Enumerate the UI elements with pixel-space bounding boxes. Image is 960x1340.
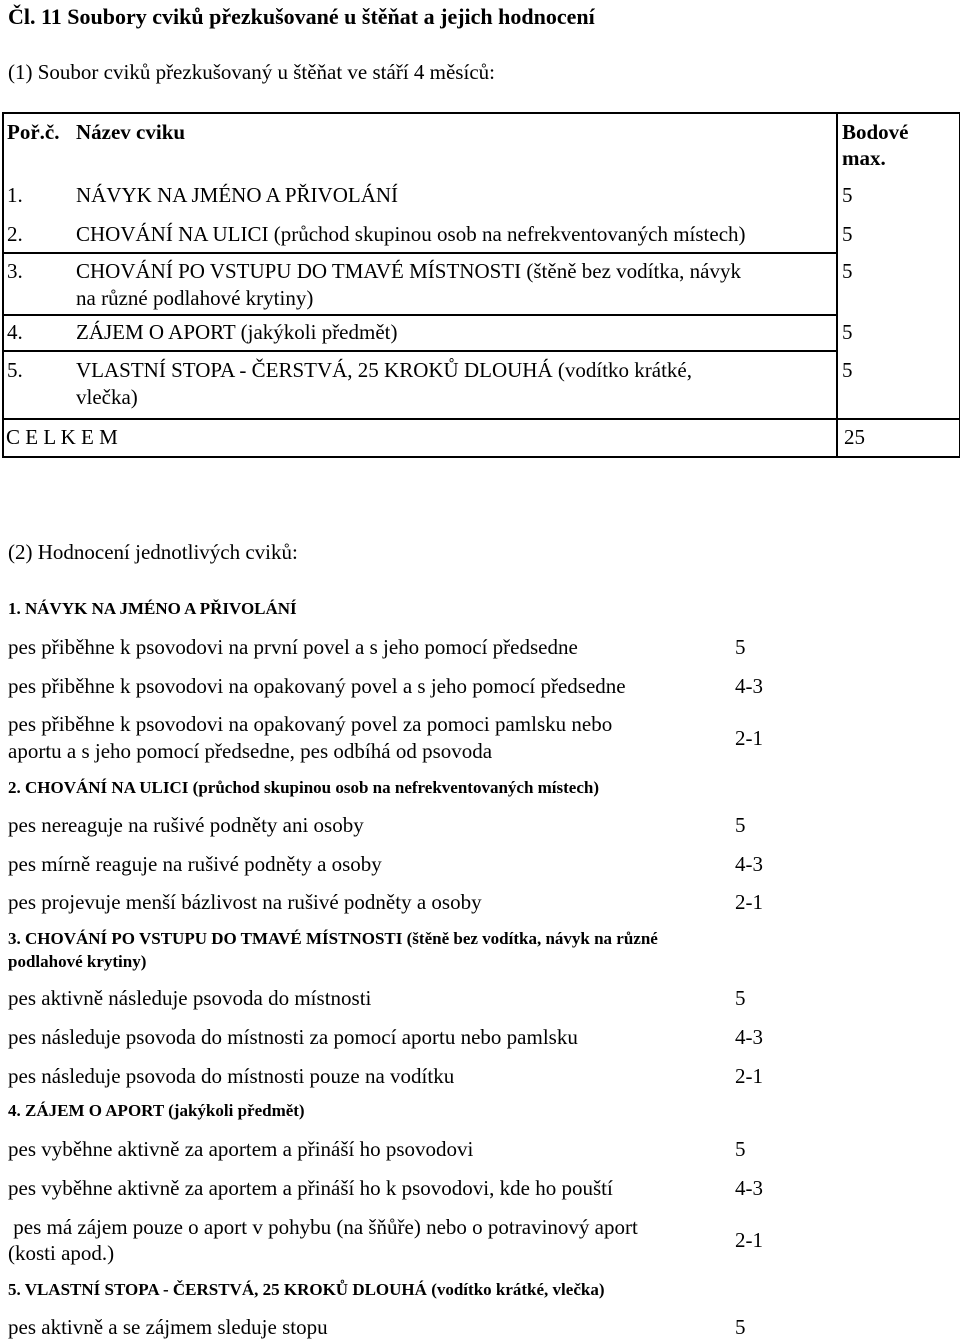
section-4-criterion-3-points: 2-1 bbox=[735, 1228, 763, 1252]
section-2-criterion-2-points: 4-3 bbox=[735, 852, 763, 876]
section-1-title: 1. NÁVYK NA JMÉNO A PŘIVOLÁNÍ bbox=[8, 599, 297, 618]
section-1-criterion-3-cont: aportu a s jeho pomocí předsedne, pes odbíhá od psovoda bbox=[8, 739, 493, 763]
table-column-divider bbox=[836, 112, 838, 456]
row-5-name-cont: vlečka) bbox=[76, 385, 138, 409]
section-1-criterion-3: pes přiběhne k psovodovi na opakovaný povel za pomoci pamlsku nebo bbox=[8, 712, 613, 736]
header-name: Název cviku bbox=[76, 120, 186, 144]
row-1-points: 5 bbox=[842, 183, 853, 207]
row-1-number: 1. bbox=[7, 183, 23, 207]
section-3-criterion-1-points: 5 bbox=[735, 986, 746, 1010]
section-3-criterion-2-points: 4-3 bbox=[735, 1025, 763, 1049]
section-4-title: 4. ZÁJEM O APORT (jakýkoli předmět) bbox=[8, 1101, 305, 1120]
section-5-title: 5. VLASTNÍ STOPA - ČERSTVÁ, 25 KROKŮ DLOUHÁ (vodítko krátké, vlečka) bbox=[8, 1280, 605, 1299]
section-5-criterion-1-points: 5 bbox=[735, 1315, 746, 1339]
header-points-line1: Bodové bbox=[842, 120, 909, 144]
section-4-criterion-1: pes vyběhne aktivně za aportem a přináší ho psovodovi bbox=[8, 1137, 474, 1161]
row-4-name: ZÁJEM O APORT (jakýkoli předmět) bbox=[76, 320, 398, 344]
row-2-name: CHOVÁNÍ NA ULICI (průchod skupinou osob na nefrekventovaných místech) bbox=[76, 222, 746, 246]
row-4-top-divider bbox=[2, 314, 838, 316]
section-4-criterion-3: pes má zájem pouze o aport v pohybu (na šňůře) nebo o potravinový aport bbox=[8, 1215, 638, 1239]
section-4-criterion-3-cont: (kosti apod.) bbox=[8, 1241, 115, 1265]
row-1-name: NÁVYK NA JMÉNO A PŘIVOLÁNÍ bbox=[76, 183, 399, 207]
section-2-criterion-2: pes mírně reaguje na rušivé podněty a osoby bbox=[8, 852, 382, 876]
section-4-criterion-2: pes vyběhne aktivně za aportem a přináší ho k psovodovi, kde ho pouští bbox=[8, 1176, 613, 1200]
page-title: Čl. 11 Soubory cviků přezkušované u štěňat a jejich hodnocení bbox=[8, 4, 595, 29]
row-3-name-cont: na různé podlahové krytiny) bbox=[76, 286, 314, 310]
section-3-criterion-2: pes následuje psovoda do místnosti za pomocí aportu nebo pamlsku bbox=[8, 1025, 578, 1049]
row-3-top-divider bbox=[2, 252, 838, 254]
section-1-criterion-3-points: 2-1 bbox=[735, 726, 763, 750]
total-label: C E L K E M bbox=[6, 425, 118, 449]
row-5-name: VLASTNÍ STOPA - ČERSTVÁ, 25 KROKŮ DLOUHÁ (vodítko krátké, bbox=[76, 358, 693, 382]
section-2-title: 2. CHOVÁNÍ NA ULICI (průchod skupinou osob na nefrekventovaných místech) bbox=[8, 778, 600, 797]
section-4-criterion-1-points: 5 bbox=[735, 1137, 746, 1161]
total-points: 25 bbox=[844, 425, 865, 449]
section-3-criterion-1: pes aktivně následuje psovoda do místnosti bbox=[8, 986, 372, 1010]
section-3-criterion-3: pes následuje psovoda do místnosti pouze na vodítku bbox=[8, 1064, 455, 1088]
section-3-criterion-3-points: 2-1 bbox=[735, 1064, 763, 1088]
section-2-criterion-1: pes nereaguje na rušivé podněty ani osoby bbox=[8, 813, 364, 837]
section-2-criterion-3-points: 2-1 bbox=[735, 890, 763, 914]
row-2-points: 5 bbox=[842, 222, 853, 246]
subsection-title-1: (1) Soubor cviků přezkušovaný u štěňat ve stáří 4 měsíců: bbox=[8, 60, 495, 84]
row-4-points: 5 bbox=[842, 320, 853, 344]
row-5-points: 5 bbox=[842, 358, 853, 382]
table-border bbox=[2, 112, 960, 458]
header-points-line2: max. bbox=[842, 146, 886, 170]
section-1-criterion-1-points: 5 bbox=[735, 635, 746, 659]
header-number: Poř.č. bbox=[7, 120, 60, 144]
row-4-number: 4. bbox=[7, 320, 23, 344]
section-1-criterion-1: pes přiběhne k psovodovi na první povel a s jeho pomocí předsedne bbox=[8, 635, 578, 659]
table-total-divider bbox=[2, 418, 959, 420]
section-2-criterion-3: pes projevuje menší bázlivost na rušivé podněty a osoby bbox=[8, 890, 482, 914]
section-3-title: 3. CHOVÁNÍ PO VSTUPU DO TMAVÉ MÍSTNOSTI (štěně bez vodítka, návyk na různé bbox=[8, 929, 658, 948]
row-3-number: 3. bbox=[7, 259, 23, 283]
section-1-criterion-2-points: 4-3 bbox=[735, 674, 763, 698]
section-4-criterion-2-points: 4-3 bbox=[735, 1176, 763, 1200]
section-5-criterion-1: pes aktivně a se zájmem sleduje stopu bbox=[8, 1315, 328, 1339]
exercise-table bbox=[2, 112, 959, 456]
row-5-top-divider bbox=[2, 350, 838, 352]
row-2-number: 2. bbox=[7, 222, 23, 246]
section-2-criterion-1-points: 5 bbox=[735, 813, 746, 837]
subsection-title-2: (2) Hodnocení jednotlivých cviků: bbox=[8, 540, 298, 564]
row-5-number: 5. bbox=[7, 358, 23, 382]
section-3-title-cont: podlahové krytiny) bbox=[8, 952, 147, 971]
section-1-criterion-2: pes přiběhne k psovodovi na opakovaný povel a s jeho pomocí předsedne bbox=[8, 674, 626, 698]
row-3-name: CHOVÁNÍ PO VSTUPU DO TMAVÉ MÍSTNOSTI (štěně bez vodítka, návyk bbox=[76, 259, 741, 283]
row-3-points: 5 bbox=[842, 259, 853, 283]
